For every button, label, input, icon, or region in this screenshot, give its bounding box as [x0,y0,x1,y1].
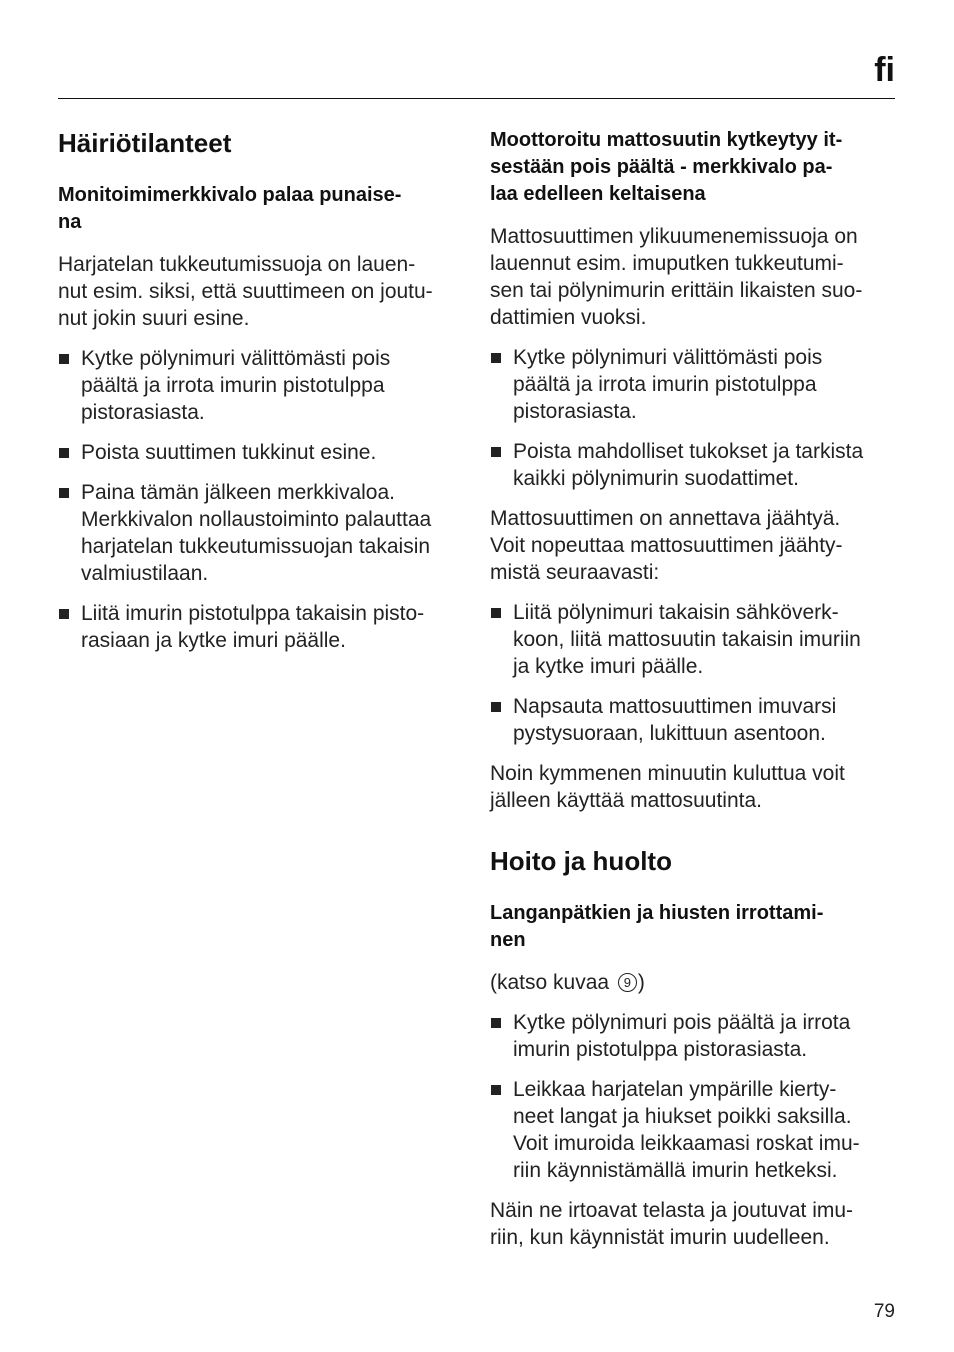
paragraph: Noin kymmenen minuutin kuluttua voit jälleen käyttää mattosuutinta. [490,762,845,812]
square-bullet-icon [59,609,69,619]
section-title-care-maintenance: Hoito ja huolto [490,846,672,876]
figure-reference-suffix: ) [637,971,645,994]
list-item-text: Kytke pölynimuri välittömästi pois päältä ja irrota imurin pistotulppa pistorasiasta. [81,347,391,424]
square-bullet-icon [491,608,501,618]
section-title-troubleshooting: Häiriötilanteet [58,128,232,158]
subsection-title-remove-threads: Langanpätkien ja hiusten irrottami- nen [490,902,824,951]
list-item-text: Paina tämän jälkeen merkkivaloa. Merkkivalon nollaustoiminto palauttaa harjatelan tukkeutumissuojan takaisin valmiustilaan. [81,481,432,585]
list-item [490,693,896,747]
square-bullet-icon [491,353,501,363]
list-item [490,1009,896,1063]
square-bullet-icon [491,1085,501,1095]
list-item-text: Liitä imurin pistotulppa takaisin pisto- rasiaan ja kytke imuri päälle. [81,602,425,652]
list-item [58,345,466,426]
paragraph: Mattosuuttimen on annettava jäähtyä. Voit nopeuttaa mattosuuttimen jäähty- mistä seuraavasti: [490,507,843,584]
square-bullet-icon [491,702,501,712]
left-column [58,124,466,654]
list-item-text: Napsauta mattosuuttimen imuvarsi pystysuoraan, lukittuun asentoon. [513,695,837,745]
list-item [58,479,466,587]
page-number: 79 [873,1301,895,1322]
right-column [490,124,896,1251]
list-item-text: Leikkaa harjatelan ympärille kierty- neet langat ja hiukset poikki saksilla. Voit imuroida leikkaamasi roskat imu- riin käynnistämällä imurin hetkeksi. [513,1078,860,1182]
list-item-text: Kytke pölynimuri pois päältä ja irrota imurin pistotulppa pistorasiasta. [513,1011,851,1061]
list-item [490,599,896,680]
list-item-text: Liitä pölynimuri takaisin sähköverk- koon, liitä mattosuutin takaisin imuriin ja kytke imuri päälle. [513,601,861,678]
figure-reference-prefix: (katso kuvaa [490,971,615,994]
header-rule [58,98,895,99]
language-code: fi [874,51,895,89]
figure-number-badge: 9 [618,973,637,992]
list-item [490,344,896,425]
paragraph: Näin ne irtoavat telasta ja joutuvat imu- riin, kun käynnistät imurin uudelleen. [490,1199,854,1249]
square-bullet-icon [59,354,69,364]
list-item-text: Kytke pölynimuri välittömästi pois päältä ja irrota imurin pistotulppa pistorasiasta. [513,346,823,423]
square-bullet-icon [491,1018,501,1028]
list-item-text: Poista mahdolliset tukokset ja tarkista kaikki pölynimurin suodattimet. [513,440,864,490]
square-bullet-icon [59,448,69,458]
list-item-text: Poista suuttimen tukkinut esine. [81,441,377,464]
list-item [58,439,466,466]
list-item [58,600,466,654]
square-bullet-icon [59,488,69,498]
list-item [490,438,896,492]
intro-paragraph: Harjatelan tukkeutumissuoja on lauen- nut esim. siksi, että suuttimeen on joutu- nut jokin suuri esine. [58,253,433,330]
list-item [490,1076,896,1184]
square-bullet-icon [491,447,501,457]
paragraph: Mattosuuttimen ylikuumenemissuoja on lauennut esim. imuputken tukkeutumi- sen tai pölynimurin erittäin likaisten suo- dattimien vuoksi. [490,225,863,329]
figure-reference [490,969,896,996]
subsection-title-indicator-red: Monitoimimerkkivalo palaa punaise- na [58,184,402,233]
subsection-title-nozzle-overheat: Moottoroitu mattosuutin kytkeytyy it- sestään pois päältä - merkkivalo pa- laa edelleen keltaisena [490,129,843,205]
